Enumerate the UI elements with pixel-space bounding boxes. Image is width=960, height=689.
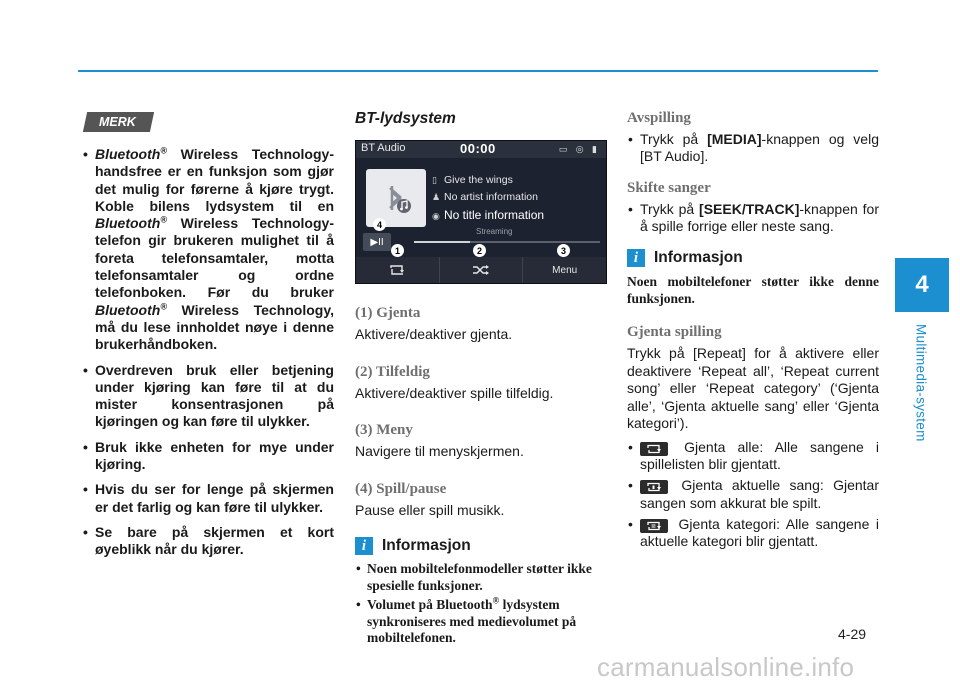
repeat-one-icon [640,480,668,494]
skifte-heading: Skifte sanger [627,179,711,196]
play-pause-button[interactable]: ▶II [363,233,391,251]
page-number: 4-29 [838,626,867,642]
phone-icon: ▯ [432,175,437,185]
info-header [355,537,605,555]
progress-fill [414,241,470,243]
playback-column [627,110,879,554]
repeat-button[interactable] [356,257,439,283]
gjenta-heading: Gjenta spilling [627,324,722,341]
screen-time: 00:00 [460,141,496,156]
note-bullet: • Bruk ikke enheten for mye under kjøring. [81,439,334,474]
progress-bar[interactable] [414,241,600,243]
info-list [355,561,605,647]
section-heading: (3) Meny [355,422,413,438]
repeat-mode-item: • Gjenta kategori: Alle sangene i aktuelle kategori blir gjentatt. [627,516,879,551]
info-title: Informasjon [654,249,743,267]
screen-button-bar [356,257,606,283]
track-album: ◉ No title information [432,208,545,222]
list-item: • Trykk på [SEEK/TRACK]-knappen for å spille forrige eller neste sang. [627,201,879,236]
repeat-all-icon [640,442,668,456]
section-text: Aktivere/deaktiver spille tilfeldig. [355,384,554,401]
section-gjenta [355,305,605,344]
callout-2: 2 [473,244,486,257]
media-key: [MEDIA] [707,131,762,147]
section-text: Aktivere/deaktiver gjenta. [355,326,513,342]
repeat-mode-item: • Gjenta alle: Alle sangene i spillelisten blir gjentatt. [627,439,879,474]
avspilling-heading: Avspilling [627,110,691,126]
bt-audio-heading: BT-lydsystem [355,110,456,127]
section-heading: (2) Tilfeldig [355,363,430,380]
section-heading: (1) Gjenta [355,305,421,321]
note-bullet: • Bluetooth® Wireless Technology-handsfree er en funksjon som gjør det mulig for førerne å kjøre trygt. Koble bilens lydsystem til en Bluetooth® Wireless Technology-telefon gir brukeren mulighet til å foreta telefonsamtaler, motta telefonsamtaler og ordne telefonboken. Før du bruker Bluetooth® Wireless Technology, må du lese innholdet nøye i denne brukerhåndboken. [81,146,334,354]
watermark: carmanualsonline.info [597,652,855,682]
shuffle-icon [472,264,490,276]
section-tilfeldig [355,364,605,403]
section-heading: (4) Spill/pause [355,480,447,497]
note-bullet: • Hvis du ser for lenge på skjermen er det farlig og kan føre til ulykker. [81,481,334,516]
bluetooth-music-icon [376,178,416,218]
track-artist: ♟ No artist information [432,191,538,203]
skifte-list [627,201,879,236]
track-title: ▯ Give the wings [432,174,513,186]
callout-4: 4 [373,218,386,231]
note-column [81,112,334,567]
person-icon: ♟ [432,192,441,202]
menu-button[interactable]: Menu [522,257,606,283]
note-bullet: • Se bare på skjermen et kort øyeblikk når du kjører. [81,524,334,559]
merk-badge: MERK [83,112,154,132]
callout-1: 1 [391,244,404,257]
chapter-title-text: Multimedia-system [913,324,929,442]
repeat-mode-item: • Gjenta aktuelle sang: Gjentar sangen som akkurat ble spilt. [627,477,879,512]
section-meny [355,422,605,461]
chapter-number: 4 [915,271,929,298]
avspilling-list [627,131,879,166]
seek-track-key: [SEEK/TRACK] [699,200,800,217]
info-title: Informasjon [382,537,471,554]
info-item: • Noen mobiltelefonmodeller støtter ikke spesielle funksjoner. [355,561,605,594]
bt-audio-screen [355,140,607,284]
info-icon: i [627,249,645,267]
repeat-mode-list [627,439,879,551]
info-item: • Volumet på Bluetooth® lydsystem synkroniseres med medievolumet på mobiltelefonen. [355,597,605,647]
note-bullet: • Overdreven bruk eller betjening under kjøring kan føre til at du mister konsentrasjonen på kjøringen og kan føre til ulykker. [81,362,334,431]
bt-audio-column [355,110,605,650]
info-header [627,249,879,267]
chapter-title [893,318,949,448]
section-text: Navigere til menyskjermen. [355,443,524,459]
streaming-label: Streaming [476,227,513,236]
callout-3: 3 [557,244,570,257]
shuffle-button[interactable] [439,257,523,283]
chapter-tab [895,258,949,312]
list-item: • Trykk på [MEDIA]-knappen og velg [BT Audio]. [627,131,879,166]
repeat-icon [388,264,406,276]
repeat-category-icon [640,519,668,533]
section-text: Pause eller spill musikk. [355,501,505,518]
top-rule [78,70,878,72]
section-spill-pause [355,481,605,520]
disc-icon: ◉ [432,211,440,221]
info-icon: i [355,537,373,555]
info-text: Noen mobiltelefoner støtter ikke denne funksjonen. [627,274,879,306]
info-box [355,537,605,647]
screen-title: BT Audio [361,142,406,154]
status-icons: ▭ ◎ ▮ [558,144,600,154]
gjenta-text: Trykk på [Repeat] for å aktivere eller deaktivere ‘Repeat all’, ‘Repeat current song’ eller ‘Repeat category’ (‘Gjenta alle’, ‘Gjenta aktuelle sang’ eller ‘Gjenta kategori’). [627,345,879,432]
note-bullet-list [81,146,334,559]
